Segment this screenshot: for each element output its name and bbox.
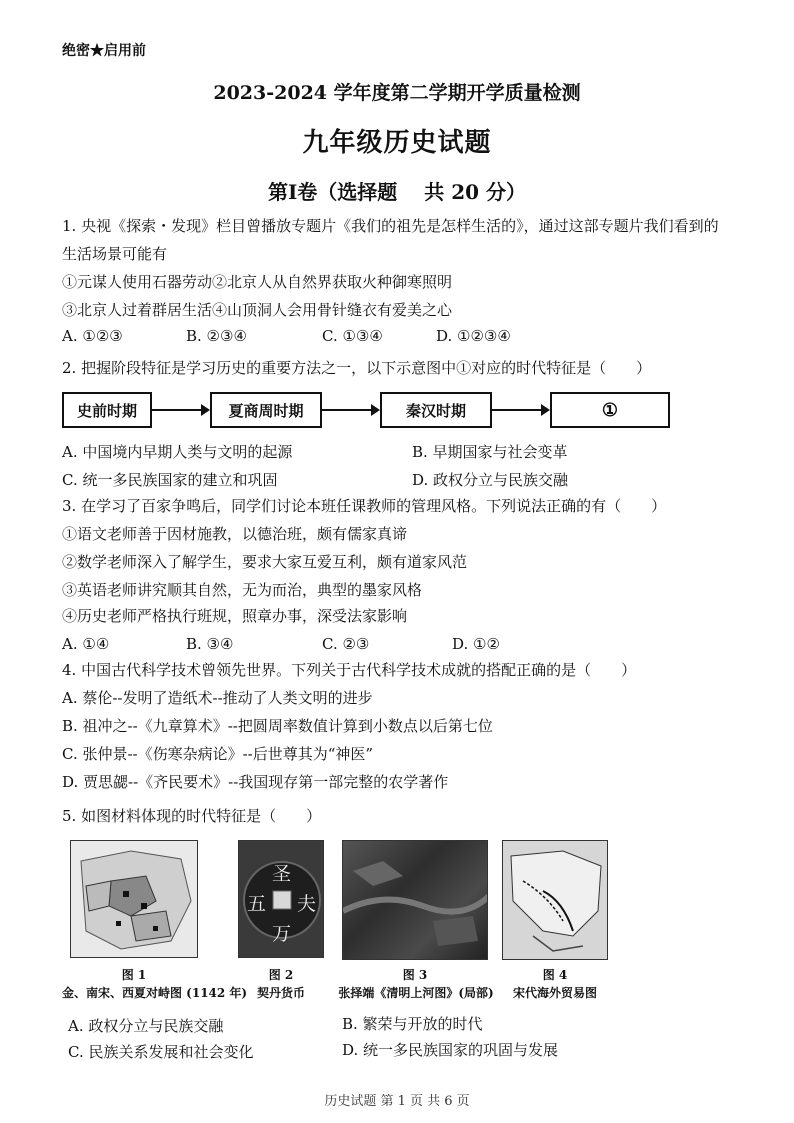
q3-item-3: ③英语老师讲究顺其自然，无为而治，典型的墨家风格	[62, 581, 423, 599]
timeline-box-blank: ①	[550, 392, 670, 428]
coin-char-right: 夫	[297, 893, 317, 915]
q1-option-a[interactable]: A. ①②③	[62, 327, 123, 345]
q4-stem: 4. 中国古代科学技术曾领先世界。下列关于古代科学技术成就的搭配正确的是（ ）	[62, 661, 637, 679]
figure-2-caption: 契丹货币	[256, 986, 305, 1000]
figure-1-map	[70, 840, 198, 958]
section-title: 第Ⅰ卷（选择题 共 20 分）	[267, 180, 527, 204]
timeline-box-xia-shang-zhou: 夏商周时期	[210, 392, 322, 428]
q4-option-b[interactable]: B. 祖冲之--《九章算术》--把圆周率数值计算到小数点以后第七位	[62, 717, 493, 735]
figure-4-label: 图 4	[542, 968, 568, 982]
q4-option-d[interactable]: D. 贾思勰--《齐民要术》--我国现存第一部完整的农学著作	[62, 773, 449, 791]
q2-option-a[interactable]: A. 中国境内早期人类与文明的起源	[62, 443, 293, 461]
q3-option-c[interactable]: C. ②③	[322, 635, 370, 653]
timeline-arrow	[492, 409, 548, 411]
q2-stem: 2. 把握阶段特征是学习历史的重要方法之一，以下示意图中①对应的时代特征是（ ）	[62, 359, 652, 377]
figure-2-label: 图 2	[268, 968, 294, 982]
figure-3-painting	[342, 840, 488, 960]
q3-item-1: ①语文老师善于因材施教，以德治班，颇有儒家真谛	[62, 525, 408, 543]
coin-char-bottom: 万	[272, 923, 292, 945]
q5-option-d[interactable]: D. 统一多民族国家的巩固与发展	[342, 1041, 559, 1059]
timeline-box-prehistoric: 史前时期	[62, 392, 152, 428]
secret-label: 绝密★启用前	[62, 43, 146, 59]
figure-3-caption: 张择端《清明上河图》(局部)	[338, 986, 494, 1000]
q3-option-a[interactable]: A. ①④	[62, 635, 110, 653]
q3-stem: 3. 在学习了百家争鸣后，同学们讨论本班任课教师的管理风格。下列说法正确的有（ ）	[62, 497, 667, 515]
q5-option-a[interactable]: A. 政权分立与民族交融	[68, 1017, 224, 1035]
q5-option-b[interactable]: B. 繁荣与开放的时代	[342, 1015, 483, 1033]
q3-item-2: ②数学老师深入了解学生，要求大家互爱互利，颇有道家风范	[62, 553, 468, 571]
q4-option-c[interactable]: C. 张仲景--《伤寒杂病论》--后世尊其为“神医”	[62, 745, 374, 763]
coin-char-left: 五	[247, 893, 267, 915]
q3-item-4: ④历史老师严格执行班规，照章办事，深受法家影响	[62, 607, 408, 625]
q5-stem: 5. 如图材料体现的时代特征是（ ）	[62, 807, 322, 825]
q1-item-line2: ③北京人过着群居生活④山顶洞人会用骨针缝衣有爱美之心	[62, 301, 453, 319]
figure-1-label: 图 1	[121, 968, 147, 982]
q4-option-a[interactable]: A. 蔡伦--发明了造纸术--推动了人类文明的进步	[62, 689, 373, 707]
timeline-arrow	[152, 409, 208, 411]
figure-2-coin	[238, 840, 324, 958]
q2-option-b[interactable]: B. 早期国家与社会变革	[412, 443, 568, 461]
q1-option-c[interactable]: C. ①③④	[322, 327, 383, 345]
figure-4-caption: 宋代海外贸易图	[512, 986, 597, 1000]
coin-char-top: 圣	[272, 863, 292, 885]
q1-stem-line2: 生活场景可能有	[62, 245, 168, 263]
q2-option-c[interactable]: C. 统一多民族国家的建立和巩固	[62, 471, 278, 489]
q2-option-d[interactable]: D. 政权分立与民族交融	[412, 471, 569, 489]
q5-option-c[interactable]: C. 民族关系发展和社会变化	[68, 1043, 254, 1061]
q1-item-line1: ①元谋人使用石器劳动②北京人从自然界获取火种御寒照明	[62, 273, 453, 291]
figure-1-caption: 金、南宋、西夏对峙图 (1142 年)	[62, 986, 248, 1000]
timeline-arrow	[322, 409, 378, 411]
page-footer: 历史试题 第 1 页 共 6 页	[324, 1094, 470, 1109]
subject-title: 九年级历史试题	[302, 128, 492, 158]
exam-title: 2023-2024 学年度第二学期开学质量检测	[213, 82, 581, 104]
figure-4-trade-map	[502, 840, 608, 960]
q1-option-b[interactable]: B. ②③④	[186, 327, 247, 345]
timeline-box-qin-han: 秦汉时期	[380, 392, 492, 428]
figure-3-label: 图 3	[402, 968, 428, 982]
q3-option-b[interactable]: B. ③④	[186, 635, 234, 653]
q3-option-d[interactable]: D. ①②	[452, 635, 500, 653]
q1-option-d[interactable]: D. ①②③④	[436, 327, 511, 345]
q1-stem-line1: 1. 央视《探索・发现》栏目曾播放专题片《我们的祖先是怎样生活的》，通过这部专题片我们看到的	[62, 217, 719, 235]
